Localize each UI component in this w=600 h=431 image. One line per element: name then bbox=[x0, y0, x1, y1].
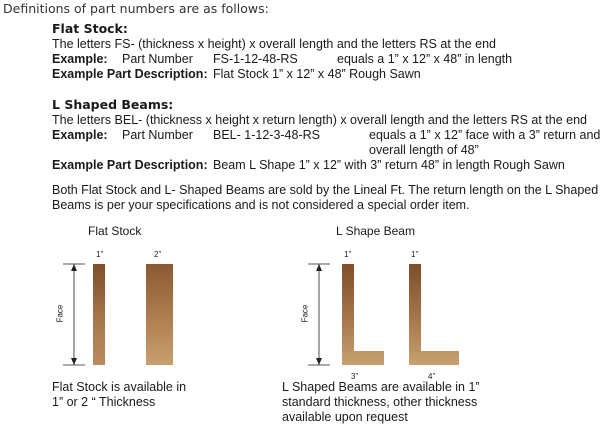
flat-dim-1: 1” bbox=[96, 250, 104, 259]
flat-stock-heading: Flat Stock: bbox=[52, 21, 128, 36]
l-part-number: BEL- 1-12-3-48-RS bbox=[213, 128, 320, 142]
flat-caption-2: 1” or 2 “ Thickness bbox=[52, 395, 156, 409]
flat-part-number-label: Part Number bbox=[122, 52, 193, 66]
l-caption-3: available upon request bbox=[282, 410, 408, 424]
note-line-1: Both Flat Stock and L- Shaped Beams are sold by the Lineal Ft. The return length on the L Shaped bbox=[52, 183, 599, 197]
intro-text: Definitions of part numbers are as follows: bbox=[3, 1, 269, 16]
l-example-label: Example: bbox=[52, 128, 108, 142]
l-beam-shapes bbox=[335, 258, 475, 370]
l-beam-4in-return bbox=[409, 264, 459, 365]
l-return-3: 3” bbox=[351, 372, 359, 381]
l-example-equals-1: equals a 1” x 12” face with a 3” return and bbox=[369, 128, 600, 142]
l-description-label: Example Part Description: bbox=[52, 158, 208, 172]
flat-caption-1: Flat Stock is available in bbox=[52, 380, 187, 394]
l-face-label: Face bbox=[300, 304, 310, 323]
l-beam-heading: L Shaped Beams: bbox=[52, 97, 174, 112]
l-dim-2: 1” bbox=[411, 250, 419, 259]
l-part-number-label: Part Number bbox=[122, 128, 193, 142]
flat-example-label: Example: bbox=[52, 52, 108, 66]
flat-part-number: FS-1-12-48-RS bbox=[213, 52, 298, 66]
flat-dim-2: 2” bbox=[154, 250, 162, 259]
l-dim-1: 1” bbox=[344, 250, 352, 259]
note-line-2: Beams is per your specifications and is not considered a special order item. bbox=[52, 198, 470, 212]
l-beam-definition: The letters BEL- (thickness x height x return length) x overall length and the letters RS at the end bbox=[52, 113, 588, 127]
l-return-4: 4” bbox=[428, 372, 436, 381]
l-description-value: Beam L Shape 1” x 12” with 3” return 48” in length Rough Sawn bbox=[213, 158, 565, 172]
flat-description-value: Flat Stock 1” x 12” x 48” Rough Sawn bbox=[213, 67, 421, 81]
flat-stock-definition: The letters FS- (thickness x height) x overall length and the letters RS at the end bbox=[52, 37, 496, 51]
flat-description-label: Example Part Description: bbox=[52, 67, 208, 81]
l-beam-3in-return bbox=[342, 264, 384, 365]
l-caption-1: L Shaped Beams are available in 1” bbox=[282, 380, 480, 394]
l-example-equals-2: overall length of 48” bbox=[369, 143, 479, 157]
l-diagram-title: L Shape Beam bbox=[336, 224, 415, 238]
flat-stock-1in-board bbox=[93, 264, 105, 365]
flat-stock-2in-board bbox=[146, 264, 173, 365]
flat-example-equals: equals a 1” x 12” x 48” in length bbox=[337, 52, 513, 66]
flat-face-label: Face bbox=[55, 304, 65, 323]
l-caption-2: standard thickness, other thickness bbox=[282, 395, 478, 409]
flat-diagram-title: Flat Stock bbox=[88, 224, 142, 238]
